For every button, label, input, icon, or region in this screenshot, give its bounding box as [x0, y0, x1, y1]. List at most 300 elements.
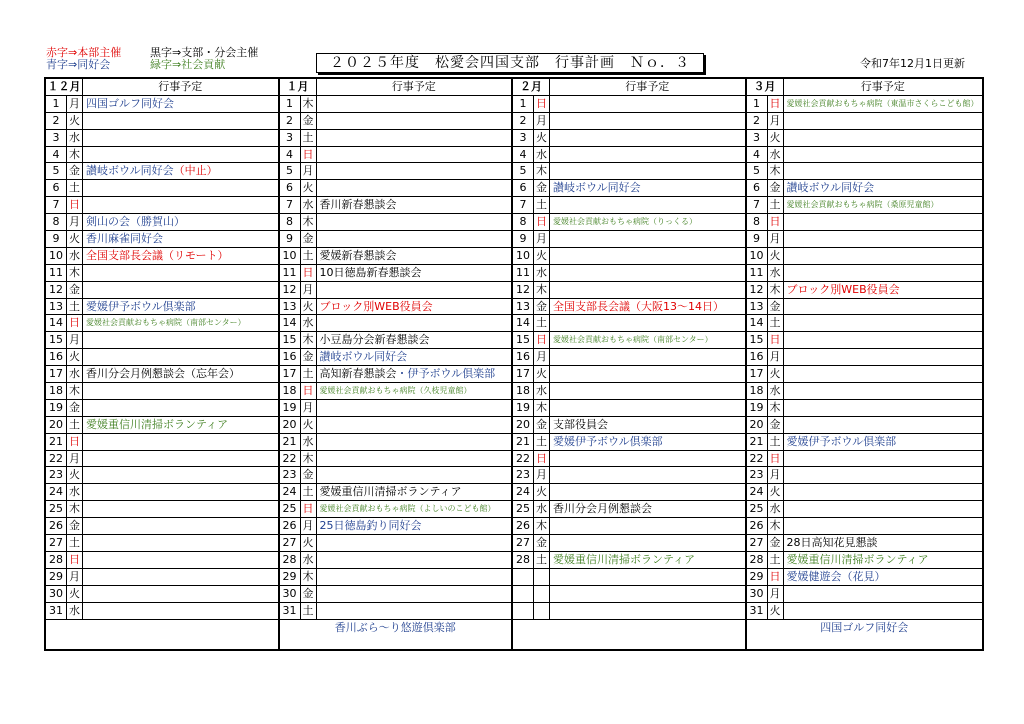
day-number: 17 [46, 366, 67, 382]
weekday: 金 [301, 231, 317, 247]
day-row [280, 163, 512, 180]
weekday: 金 [534, 299, 550, 315]
weekday: 日 [534, 451, 550, 467]
day-row [747, 603, 983, 620]
event-text: 愛媛重信川清掃ボランティア [86, 417, 229, 431]
day-number: 24 [46, 484, 67, 500]
weekday: 月 [67, 332, 83, 348]
day-row [513, 569, 745, 586]
event-text [83, 501, 278, 517]
month-header [280, 79, 512, 96]
weekday: 月 [768, 113, 784, 129]
day-row [747, 282, 983, 299]
weekday: 土 [301, 603, 317, 619]
day-row [747, 113, 983, 130]
day-row [747, 451, 983, 468]
event-text [784, 501, 983, 517]
day-number [513, 603, 534, 619]
event-text [317, 231, 512, 247]
day-number [513, 569, 534, 585]
legend-black: 黒字⇒支部・分会主催 [150, 46, 259, 59]
day-number: 15 [747, 332, 768, 348]
day-row [46, 180, 278, 197]
event-text [784, 451, 983, 467]
day-number: 16 [280, 349, 301, 365]
day-number: 30 [747, 586, 768, 602]
event-text [83, 113, 278, 129]
weekday: 金 [301, 349, 317, 365]
weekday: 金 [301, 586, 317, 602]
weekday: 月 [301, 163, 317, 179]
event-text [83, 586, 278, 602]
day-number: 23 [513, 467, 534, 483]
day-row [513, 603, 745, 620]
weekday: 木 [768, 282, 784, 298]
event-text [317, 417, 512, 433]
event-text [550, 315, 745, 331]
weekday: 火 [67, 586, 83, 602]
weekday: 金 [67, 163, 83, 179]
day-number: 28 [513, 552, 534, 568]
month-footer: 香川ぶら～り悠遊倶楽部 [334, 620, 456, 634]
event-text [550, 484, 745, 500]
day-number: 28 [747, 552, 768, 568]
day-number: 25 [46, 501, 67, 517]
day-row [513, 96, 745, 113]
event-text [784, 586, 983, 602]
weekday: 月 [768, 586, 784, 602]
weekday: 日 [768, 569, 784, 585]
weekday: 土 [301, 366, 317, 382]
day-number: 12 [747, 282, 768, 298]
day-row [747, 315, 983, 332]
weekday: 火 [534, 366, 550, 382]
day-row [513, 451, 745, 468]
day-number: 16 [46, 349, 67, 365]
event-text: 剣山の会（勝賀山） [86, 215, 185, 229]
weekday: 月 [768, 467, 784, 483]
day-row [513, 299, 745, 316]
day-number: 16 [747, 349, 768, 365]
day-row [46, 535, 278, 552]
day-row [280, 96, 512, 113]
weekday: 木 [67, 265, 83, 281]
day-row [513, 349, 745, 366]
day-row [747, 147, 983, 164]
weekday: 日 [534, 214, 550, 230]
month-column [747, 79, 983, 649]
weekday: 木 [301, 214, 317, 230]
weekday: 土 [768, 315, 784, 331]
event-text [550, 130, 745, 146]
event-text [784, 265, 983, 281]
day-row [280, 467, 512, 484]
weekday: 水 [67, 248, 83, 264]
day-row [513, 231, 745, 248]
legend-left [46, 47, 121, 71]
day-row [280, 332, 512, 349]
weekday: 水 [534, 265, 550, 281]
weekday: 金 [534, 535, 550, 551]
day-row [280, 518, 512, 535]
day-number: 12 [513, 282, 534, 298]
day-number: 2 [513, 113, 534, 129]
day-number: 26 [46, 518, 67, 534]
event-text: ブロック別WEB役員会 [319, 299, 433, 313]
event-text [83, 180, 278, 196]
month-footer: 四国ゴルフ同好会 [820, 620, 909, 634]
weekday: 木 [768, 163, 784, 179]
day-row [46, 400, 278, 417]
day-number: 29 [46, 569, 67, 585]
event-text [317, 163, 512, 179]
event-text: 香川分会月例懇談会（忘年会） [86, 367, 240, 381]
event-text: 愛媛社会貢献おもちゃ病院（南部センター） [553, 335, 713, 345]
day-row [513, 535, 745, 552]
weekday: 土 [534, 434, 550, 450]
day-number: 4 [747, 147, 768, 163]
weekday: 水 [768, 265, 784, 281]
day-number: 8 [46, 214, 67, 230]
day-number: 1 [280, 96, 301, 112]
weekday: 日 [301, 383, 317, 399]
day-row [280, 501, 512, 518]
day-row [747, 434, 983, 451]
day-row [747, 248, 983, 265]
day-row [513, 417, 745, 434]
weekday: 木 [534, 400, 550, 416]
day-row [747, 349, 983, 366]
day-row [46, 147, 278, 164]
day-row [747, 130, 983, 147]
day-number: 13 [747, 299, 768, 315]
day-number: 11 [46, 265, 67, 281]
event-text [784, 231, 983, 247]
day-number: 18 [280, 383, 301, 399]
day-row [280, 231, 512, 248]
weekday: 木 [67, 147, 83, 163]
event-text: 香川新春懇談会 [319, 198, 397, 212]
schedule-table [44, 77, 984, 651]
event-text [83, 400, 278, 416]
day-number: 22 [280, 451, 301, 467]
weekday: 日 [301, 147, 317, 163]
event-text [550, 147, 745, 163]
day-row [513, 366, 745, 383]
weekday: 火 [768, 248, 784, 264]
weekday: 木 [768, 518, 784, 534]
weekday: 水 [67, 366, 83, 382]
weekday: 火 [534, 130, 550, 146]
day-number: 4 [513, 147, 534, 163]
weekday: 日 [768, 214, 784, 230]
day-row [280, 147, 512, 164]
event-text [550, 197, 745, 213]
day-number: 16 [513, 349, 534, 365]
day-number: 11 [747, 265, 768, 281]
event-text [83, 282, 278, 298]
day-row [747, 366, 983, 383]
event-text [550, 113, 745, 129]
day-number: 13 [46, 299, 67, 315]
day-number: 22 [513, 451, 534, 467]
event-text: 愛媛社会貢献おもちゃ病院（久枝児童館） [319, 386, 472, 396]
event-text: 愛媛社会貢献おもちゃ病院（東温市さくらこども館） [786, 98, 979, 108]
day-number: 28 [280, 552, 301, 568]
day-row [747, 163, 983, 180]
event-text: 愛媛伊予ボウル倶楽部 [786, 434, 897, 448]
day-row [747, 467, 983, 484]
day-number: 23 [747, 467, 768, 483]
event-text [550, 586, 745, 602]
day-number: 28 [46, 552, 67, 568]
weekday: 火 [768, 366, 784, 382]
weekday: 火 [67, 231, 83, 247]
day-number: 20 [46, 417, 67, 433]
day-number: 31 [46, 603, 67, 619]
event-text [784, 518, 983, 534]
day-number: 20 [280, 417, 301, 433]
day-number: 8 [280, 214, 301, 230]
weekday: 月 [301, 400, 317, 416]
legend-red: 赤字⇒本部主催 [46, 46, 122, 59]
day-number: 10 [747, 248, 768, 264]
event-text [83, 552, 278, 568]
event-text: 支部役員会 [553, 417, 608, 431]
day-number: 25 [513, 501, 534, 517]
day-row [280, 299, 512, 316]
day-number: 2 [280, 113, 301, 129]
weekday: 土 [534, 315, 550, 331]
day-row [46, 501, 278, 518]
weekday: 土 [534, 552, 550, 568]
weekday: 水 [534, 147, 550, 163]
event-text: 讃岐ボウル同好会 [786, 181, 875, 195]
event-header: 行事予定 [860, 80, 905, 93]
day-row [513, 586, 745, 603]
event-text [83, 451, 278, 467]
day-number: 1 [747, 96, 768, 112]
day-row [46, 130, 278, 147]
weekday: 金 [768, 535, 784, 551]
month-header [513, 79, 745, 96]
day-row [46, 96, 278, 113]
weekday: 水 [301, 434, 317, 450]
day-number: 27 [46, 535, 67, 551]
day-number: 12 [280, 282, 301, 298]
event-header: 行事予定 [158, 80, 203, 93]
weekday: 月 [534, 231, 550, 247]
day-number: 8 [747, 214, 768, 230]
month-footer [513, 620, 745, 650]
weekday: 土 [301, 130, 317, 146]
day-number: 14 [280, 315, 301, 331]
day-number: 9 [747, 231, 768, 247]
event-text [317, 535, 512, 551]
day-number: 5 [513, 163, 534, 179]
day-row [747, 586, 983, 603]
weekday: 日 [67, 552, 83, 568]
day-number: 15 [46, 332, 67, 348]
day-row [46, 552, 278, 569]
weekday: 日 [534, 96, 550, 112]
event-text: 愛媛伊予ボウル倶楽部 [86, 299, 196, 313]
day-number: 14 [46, 315, 67, 331]
day-row [513, 248, 745, 265]
weekday: 月 [534, 113, 550, 129]
day-row [513, 163, 745, 180]
weekday: 水 [67, 130, 83, 146]
event-text [83, 434, 278, 450]
weekday: 水 [768, 147, 784, 163]
day-row [513, 484, 745, 501]
day-row [46, 231, 278, 248]
weekday: 日 [301, 265, 317, 281]
day-number: 20 [513, 417, 534, 433]
day-row [46, 332, 278, 349]
event-text [550, 603, 745, 619]
weekday [534, 569, 550, 585]
day-number: 26 [513, 518, 534, 534]
month-column [46, 79, 280, 649]
weekday: 月 [67, 451, 83, 467]
day-row [280, 535, 512, 552]
event-text [550, 248, 745, 264]
event-text [784, 130, 983, 146]
event-text: 10日徳島新春懇談会 [319, 265, 422, 279]
day-row [280, 383, 512, 400]
event-text: 讃岐ボウル同好会 [319, 350, 408, 364]
day-row [46, 163, 278, 180]
day-number: 6 [747, 180, 768, 196]
weekday: 月 [301, 518, 317, 534]
weekday: 日 [301, 501, 317, 517]
event-text [317, 552, 512, 568]
weekday: 木 [301, 96, 317, 112]
day-row [280, 315, 512, 332]
weekday: 土 [67, 180, 83, 196]
event-text: 愛媛社会貢献おもちゃ病院（桑原児童館） [786, 200, 939, 210]
day-row [46, 214, 278, 231]
weekday: 月 [768, 231, 784, 247]
day-number: 25 [747, 501, 768, 517]
event-text: 全国支部長会議（リモート） [86, 248, 229, 262]
day-row [747, 231, 983, 248]
day-row [513, 383, 745, 400]
event-text: 愛媛社会貢献おもちゃ病院（よしいのこども館） [319, 504, 496, 514]
weekday [534, 603, 550, 619]
day-number: 7 [513, 197, 534, 213]
weekday: 木 [534, 282, 550, 298]
day-number: 24 [280, 484, 301, 500]
event-text [317, 434, 512, 450]
event-text [784, 467, 983, 483]
day-row [513, 518, 745, 535]
day-number: 30 [280, 586, 301, 602]
event-text [317, 315, 512, 331]
weekday: 土 [768, 434, 784, 450]
event-text [83, 332, 278, 348]
event-text [784, 315, 983, 331]
day-number: 1 [46, 96, 67, 112]
weekday: 月 [67, 96, 83, 112]
day-number: 10 [46, 248, 67, 264]
event-text [784, 113, 983, 129]
page-title: ２０２５年度 松愛会四国支部 行事計画 Ｎｏ．３ [316, 53, 704, 73]
day-row [747, 417, 983, 434]
event-text [317, 400, 512, 416]
weekday: 木 [301, 569, 317, 585]
day-number: 12 [46, 282, 67, 298]
event-text [784, 484, 983, 500]
weekday: 日 [768, 451, 784, 467]
weekday: 金 [67, 400, 83, 416]
day-number: 23 [46, 467, 67, 483]
weekday: 火 [534, 484, 550, 500]
weekday: 木 [67, 383, 83, 399]
event-text [784, 332, 983, 348]
event-text [83, 265, 278, 281]
event-text [784, 349, 983, 365]
day-row [513, 332, 745, 349]
day-row [46, 417, 278, 434]
day-number: 6 [46, 180, 67, 196]
day-row [46, 451, 278, 468]
day-row [747, 552, 983, 569]
day-row [747, 214, 983, 231]
day-number: 30 [46, 586, 67, 602]
day-number: 17 [747, 366, 768, 382]
day-number: 19 [513, 400, 534, 416]
event-text: 小豆島分会新春懇談会 [319, 333, 430, 347]
weekday: 水 [301, 552, 317, 568]
event-text [784, 400, 983, 416]
day-row [747, 96, 983, 113]
day-number: 4 [280, 147, 301, 163]
day-number: 9 [46, 231, 67, 247]
weekday: 火 [768, 603, 784, 619]
day-row [280, 434, 512, 451]
weekday: 木 [768, 400, 784, 416]
day-row [46, 282, 278, 299]
event-text [550, 518, 745, 534]
event-text [550, 569, 745, 585]
day-row [46, 383, 278, 400]
day-row [280, 586, 512, 603]
event-text [550, 265, 745, 281]
weekday: 火 [534, 248, 550, 264]
event-text [317, 130, 512, 146]
weekday: 月 [67, 569, 83, 585]
weekday: 日 [768, 332, 784, 348]
event-text [83, 147, 278, 163]
day-number: 21 [280, 434, 301, 450]
legend-green: 緑字⇒社会貢献 [150, 58, 226, 71]
day-row [46, 366, 278, 383]
day-row [747, 400, 983, 417]
month-label: １月 [280, 79, 317, 95]
day-row [46, 569, 278, 586]
weekday: 金 [768, 180, 784, 196]
day-row [747, 484, 983, 501]
weekday: 月 [534, 349, 550, 365]
day-row [46, 586, 278, 603]
weekday: 水 [768, 383, 784, 399]
weekday [534, 586, 550, 602]
month-label: ３月 [747, 79, 784, 95]
day-number: 8 [513, 214, 534, 230]
event-text [784, 147, 983, 163]
